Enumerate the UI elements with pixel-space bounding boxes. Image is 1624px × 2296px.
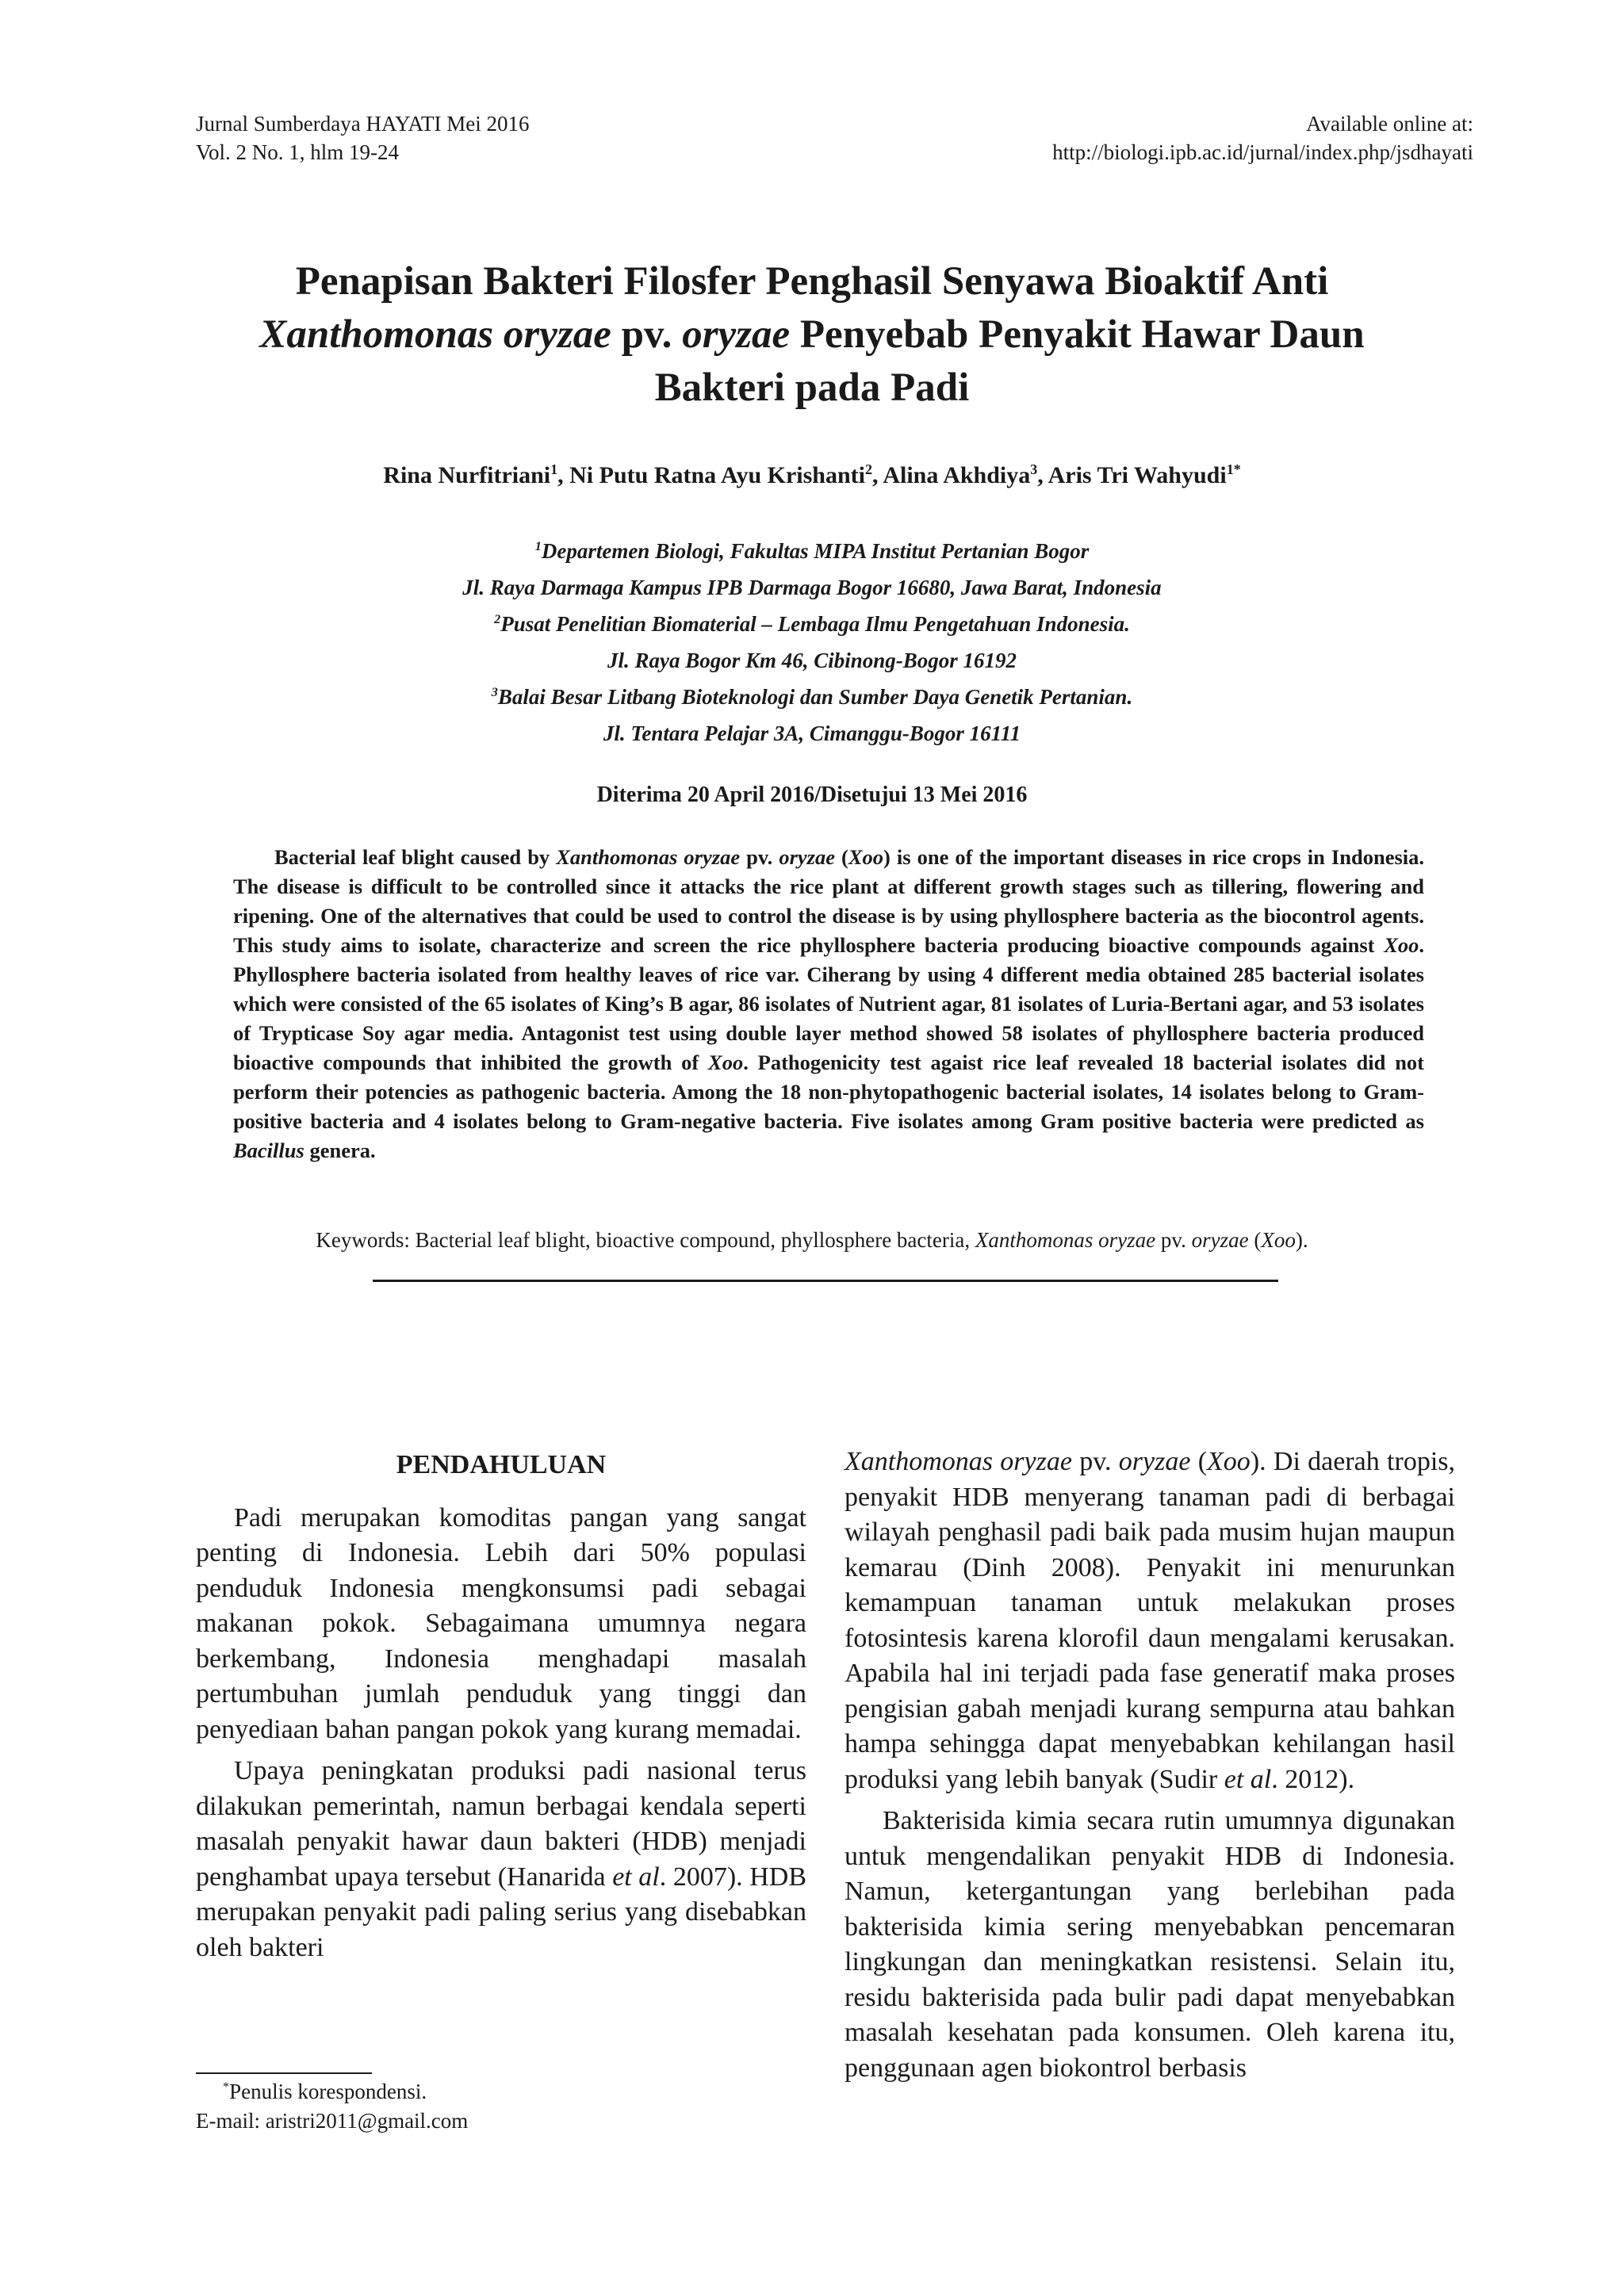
- keywords-abbrev: Xoo: [1261, 1228, 1296, 1252]
- journal-volume: Vol. 2 No. 1, hlm 19-24: [196, 140, 400, 164]
- author-2: , Ni Putu Ratna Ayu Krishanti: [557, 462, 865, 488]
- abstract-abbrev: Xoo: [708, 1050, 744, 1074]
- journal-name: Jurnal Sumberdaya HAYATI Mei 2016: [196, 112, 530, 136]
- footnote-correspondence: [196, 2077, 468, 2107]
- author-3: , Alina Akhdiya: [872, 462, 1031, 488]
- abstract-pathovar: oryzae: [779, 845, 835, 869]
- keywords-text: ).: [1295, 1228, 1308, 1252]
- section-divider: [373, 1280, 1278, 1282]
- citation-etal: et al: [1224, 1764, 1272, 1794]
- author-1-affil: 1: [550, 461, 558, 477]
- keywords: [151, 1226, 1473, 1254]
- title-pv: pv.: [611, 312, 683, 357]
- affiliation-3-address: Jl. Tentara Pelajar 3A, Cimanggu-Bogor 16111: [603, 721, 1021, 745]
- author-3-affil: 3: [1030, 461, 1038, 477]
- abstract-text: (: [834, 845, 848, 869]
- author-list: [151, 460, 1473, 492]
- abstract: [233, 843, 1424, 1165]
- journal-header: [196, 109, 529, 166]
- keywords-pathovar: oryzae: [1191, 1228, 1249, 1252]
- abstract-text: . Phyllosphere bacteria isolated from healthy leaves of rice var. Ciherang by using 4 different media obtained 285 bacterial isolates which were consisted of the 65 isolates of King’s B agar, 86 isolates of Nutrient agar, 81 isolates of Luria-Bertani agar, and 53 isolates of Trypticase Soy agar media. Antagonist test using double layer method showed 58 isolates of phyllosphere bacteria produced bioactive compounds that inhibited the growth of: [233, 933, 1424, 1074]
- paragraph-text: ). Di daerah tropis, penyakit HDB menyerang tanaman padi di berbagai wilayah penghasil padi baik pada musim hujan maupun kemarau (Dinh 2008). Penyakit ini menurunkan kemampuan tanaman untuk melakukan proses fotosintesis karena klorofil daun mengalami kerusakan. Apabila hal ini terjadi pada fase generatif maka proses pengisian gabah menjadi kurang sempurna atau bahkan hampa sehingga dapat menyebabkan kehilangan hasil produksi yang lebih banyak (Sudir: [845, 1447, 1455, 1794]
- journal-url-link[interactable]: http://biologi.ipb.ac.id/jurnal/index.php/jsdhayati: [1052, 140, 1473, 164]
- title-line-1: Penapisan Bakteri Filosfer Penghasil Senyawa Bioaktif Anti: [295, 259, 1329, 304]
- affiliation-2-address: Jl. Raya Bogor Km 46, Cibinong-Bogor 16192: [607, 649, 1017, 672]
- footnote-rule: [196, 2072, 372, 2074]
- body-column-left: [196, 1445, 806, 1965]
- abstract-genus: Bacillus: [233, 1138, 304, 1162]
- paragraph-text: Upaya peningkatan produksi padi nasional terus dilakukan pemerintah, namun berbagai kendala seperti masalah penyakit hawar daun bakteri (HDB) menjadi penghambat upaya tersebut (Hanarida: [196, 1756, 806, 1892]
- available-label: Available online at:: [1306, 112, 1473, 136]
- citation-etal: et al: [612, 1862, 660, 1892]
- affiliation-1-address: Jl. Raya Darmaga Kampus IPB Darmaga Bogor 16680, Jawa Barat, Indonesia: [462, 576, 1162, 599]
- footnote: [196, 2077, 468, 2136]
- affiliation-1: [151, 533, 1473, 569]
- title-species: Xanthomonas oryzae: [259, 312, 611, 357]
- body-column-right: [845, 1445, 1455, 2086]
- author-2-affil: 2: [865, 461, 872, 477]
- paragraph-text: . 2012).: [1271, 1764, 1355, 1794]
- section-heading: PENDAHULUAN: [396, 1450, 607, 1479]
- footnote-email[interactable]: E-mail: aristri2011@gmail.com: [196, 2109, 469, 2133]
- abstract-text: pv.: [740, 845, 779, 869]
- footnote-label: Penulis korespondensi.: [229, 2080, 427, 2103]
- abstract-species: Xanthomonas oryzae: [556, 845, 741, 869]
- affiliation-1-name: Departemen Biologi, Fakultas MIPA Institut Pertanian Bogor: [541, 539, 1090, 563]
- title-line-2: [151, 308, 1473, 362]
- affiliation-3-mark: 3: [491, 685, 498, 699]
- paragraph-3: [845, 1445, 1455, 1797]
- abstract-text: genera.: [304, 1138, 376, 1162]
- keywords-text: pv.: [1155, 1228, 1192, 1252]
- affiliation-2-name: Pusat Penelitian Biomaterial – Lembaga Ilmu Pengetahuan Indonesia.: [500, 612, 1130, 636]
- availability-header: [1052, 109, 1473, 166]
- abstract-abbrev: Xoo: [1384, 933, 1419, 957]
- species-name: Xanthomonas oryzae: [845, 1447, 1072, 1476]
- affiliations: [151, 533, 1473, 752]
- abstract-text: ) is one of the important diseases in rice crops in Indonesia. The disease is difficult to be controlled since it attacks the rice plant at different growth stages such as tillering, flowering and ripening. One of the alternatives that could be used to control the disease is by using phyllosphere bacteria as the biocontrol agents. This study aims to isolate, characterize and screen the rice phyllosphere bacteria producing bioactive compounds against: [233, 845, 1425, 957]
- abstract-text: . Pathogenicity test agaist rice leaf revealed 18 bacterial isolates did not perform their potencies as pathogenic bacteria. Among the 18 non-phytopathogenic bacterial isolates, 14 isolates belong to Gram-positive bacteria and 4 isolates belong to Gram-negative bacteria. Five isolates among Gram positive bacteria were predicted as: [233, 1050, 1425, 1133]
- paragraph-2: [196, 1754, 806, 1965]
- author-4-affil: 1*: [1226, 461, 1241, 477]
- footnote-mark: *: [223, 2080, 230, 2094]
- author-1: Rina Nurfitriani: [383, 462, 551, 488]
- keywords-text: Keywords: Bacterial leaf blight, bioactive compound, phyllosphere bacteria,: [316, 1228, 975, 1252]
- title-line-3: Bakteri pada Padi: [654, 365, 970, 410]
- affiliation-2: [151, 606, 1473, 642]
- title-pathovar: oryzae: [682, 312, 791, 357]
- affiliation-1-mark: 1: [534, 539, 542, 553]
- paragraph-text: pv.: [1071, 1447, 1119, 1476]
- abstract-abbrev: Xoo: [848, 845, 884, 869]
- affiliation-3: [151, 679, 1473, 715]
- title-rest: Penyebab Penyakit Hawar Daun: [790, 312, 1365, 357]
- pathovar-name: oryzae: [1118, 1447, 1191, 1476]
- affiliation-3-name: Balai Besar Litbang Bioteknologi dan Sumber Daya Genetik Pertanian.: [497, 685, 1133, 709]
- author-4: , Aris Tri Wahyudi: [1037, 462, 1227, 488]
- abbrev-name: Xoo: [1207, 1447, 1251, 1476]
- paper-title: [151, 255, 1473, 415]
- keywords-text: (: [1248, 1228, 1262, 1252]
- paragraph-4: Bakterisida kimia secara rutin umumnya digunakan untuk mengendalikan penyakit HDB di Indonesia. Namun, ketergantungan yang berlebihan pada bakterisida kimia sering menyebabkan pencemaran lingkungan dan meningkatkan resistensi. Selain itu, residu bakterisida pada bulir padi dapat menyebabkan masalah kesehatan pada konsumen. Oleh karena itu, penggunaan agen biokontrol berbasis: [845, 1806, 1455, 2083]
- paragraph-text: (: [1190, 1447, 1208, 1476]
- paragraph-1: Padi merupakan komoditas pangan yang sangat penting di Indonesia. Lebih dari 50% populasi penduduk Indonesia mengkonsumsi padi sebagai makanan pokok. Sebagaimana umumnya negara berkembang, Indonesia menghadapi masalah pertumbuhan jumlah penduduk yang tinggi dan penyediaan bahan pangan pokok yang kurang memadai.: [196, 1502, 806, 1744]
- received-date: Diterima 20 April 2016/Disetujui 13 Mei 2016: [596, 783, 1028, 807]
- abstract-text: Bacterial leaf blight caused by: [274, 845, 557, 869]
- paragraph-text: . 2007). HDB merupakan penyakit padi paling serius yang disebabkan oleh bakteri: [196, 1862, 807, 1962]
- affiliation-2-mark: 2: [494, 612, 501, 626]
- keywords-species: Xanthomonas oryzae: [975, 1228, 1156, 1252]
